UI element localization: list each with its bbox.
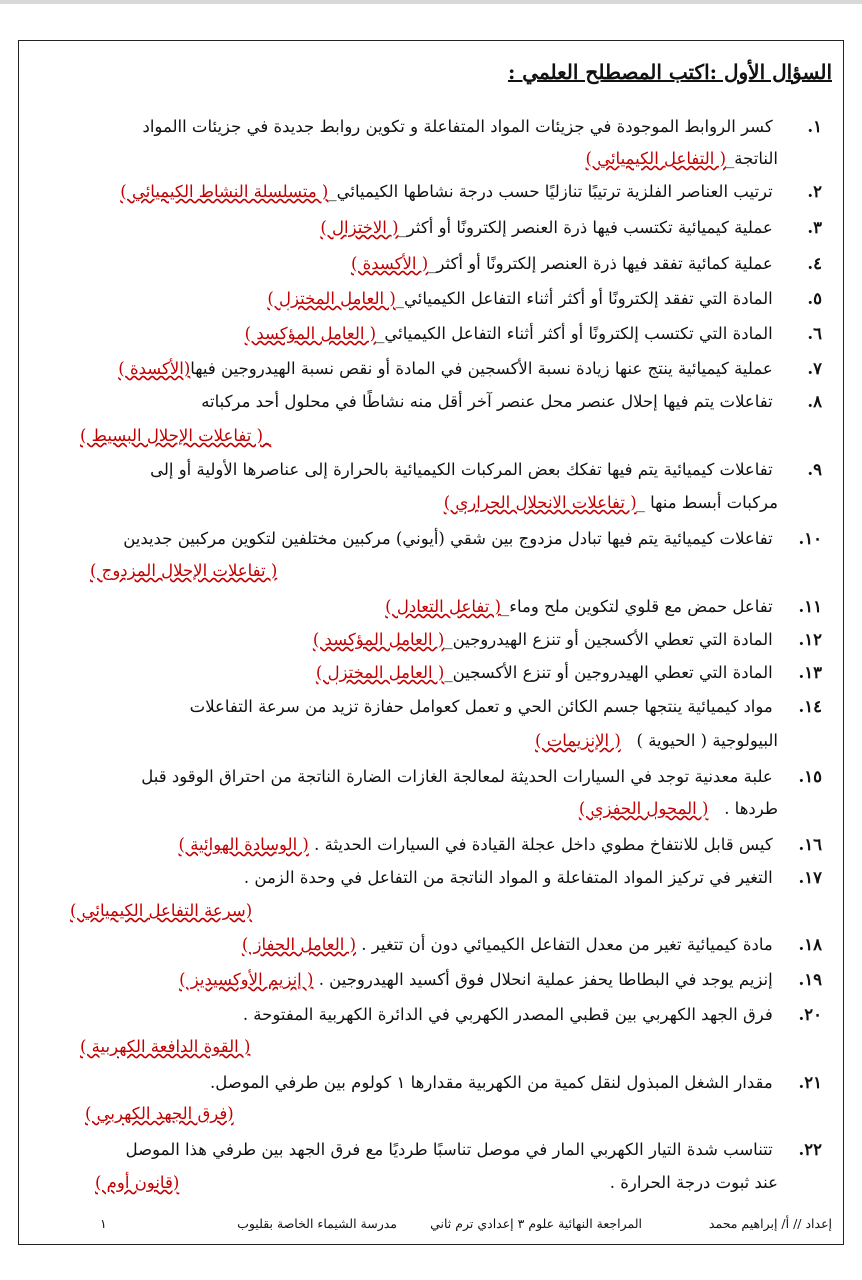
- answer-3: ( الاختزال ): [320, 218, 399, 237]
- answer-15: ( المحول الحفزي ): [578, 799, 709, 818]
- answer-2: ( متسلسلة النشاط الكيميائي ): [120, 182, 329, 201]
- question-item-17: ١٧. التغير في تركيز المواد المتفاعلة و المواد الناتجة من التفاعل في وحدة الزمن .: [243, 868, 822, 887]
- answer-10: ( تفاعلات الإحلال المزدوج ): [90, 561, 278, 580]
- question-item-7: ٧. عملية كيميائية ينتج عنها زيادة نسبة الأكسجين في المادة أو نقص نسبة الهيدروجين فيها(الأكسدة ): [118, 359, 822, 378]
- question-item-3: ٣. عملية كيميائية تكتسب فيها ذرة العنصر إلكترونًا أو أكثر_( الاختزال ): [320, 218, 822, 237]
- footer-school: مدرسة الشيماء الخاصة بقليوب: [237, 1216, 397, 1231]
- answer-8-line: [80, 421, 271, 451]
- question-item-6: ٦. المادة التي تكتسب إلكترونًا أو أكثر أثناء التفاعل الكيميائي_( العامل المؤكسد ): [244, 324, 822, 343]
- question-item-9: ٩. تفاعلات كيميائية يتم فيها تفكك بعض المركبات الكيميائية بالحرارة إلى عناصرها الأولية أو إلى: [150, 460, 822, 479]
- footer-page-number: ١: [100, 1216, 107, 1231]
- page-footer: [30, 1216, 832, 1238]
- answer-13: ( العامل المختزل ): [315, 663, 445, 682]
- answer-11: ( تفاعل التعادل ): [385, 597, 502, 616]
- question-item-2: ٢. ترتيب العناصر الفلزية ترتيبًا تنازليًا حسب درجة نشاطها الكيميائي_( متسلسلة النشاط الكيميائي ): [120, 182, 822, 201]
- question-item-18: ١٨. مادة كيميائية تغير من معدل التفاعل الكيميائي دون أن تتغير . ( العامل الحفاز ): [241, 935, 822, 954]
- question-item-19: ١٩. إنزيم يوجد في البطاطا يحفز عملية انحلال فوق أكسيد الهيدروجين . ( إنزيم الأوكسيديز ): [179, 970, 822, 989]
- question-item-22: ٢٢. تتناسب شدة التيار الكهربي المار في موصل تناسبًا طرديًا مع فرق الجهد بين طرفي هذا الموصل: [125, 1140, 822, 1159]
- question-item-11: ١١. تفاعل حمض مع قلوي لتكوين ملح وماء_( تفاعل التعادل ): [385, 597, 822, 616]
- question-item-12: ١٢. المادة التي تعطي الأكسجين أو تنزع الهيدروجين_( العامل المؤكسد ): [312, 630, 822, 649]
- answer-5: ( العامل المختزل ): [267, 289, 396, 308]
- question-item-1: ١. كسر الروابط الموجودة في جزيئات المواد المتفاعلة و تكوين روابط جديدة في جزيئات االمواد: [142, 117, 822, 136]
- question-item-4: ٤. عملية كمائية تفقد فيها ذرة العنصر إلكترونًا أو أكثر_( الأكسدة ): [350, 254, 822, 273]
- question-item-22-line-2: عند ثبوت درجة الحرارة .: [609, 1173, 778, 1192]
- footer-author: إعداد // أ/ إبراهيم محمد: [708, 1216, 832, 1231]
- question-item-8: ٨. تفاعلات يتم فيها إحلال عنصر محل عنصر آخر أقل منه نشاطًا في محلول أحد مركباته: [201, 392, 822, 411]
- answer-21-line: [85, 1099, 234, 1129]
- answer-7: (الأكسدة ): [118, 359, 191, 378]
- answer-1: ( التفاعل الكيميائي ): [585, 149, 727, 168]
- answer-22-line: [95, 1168, 179, 1198]
- top-strip: [0, 0, 862, 4]
- question-item-15: ١٥. علبة معدنية توجد في السيارات الحديثة لمعالجة الغازات الضارة الناتجة من احتراق الوقود قبل: [141, 767, 822, 786]
- answer-22: (قانون أوم ): [95, 1173, 180, 1192]
- answer-9: ( تفاعلات الانحلال الحراري ): [443, 493, 637, 512]
- footer-review-title: المراجعة النهائية علوم ٣ إعدادي ترم ثاني: [430, 1216, 642, 1231]
- answer-19: ( إنزيم الأوكسيديز ): [179, 970, 314, 989]
- answer-20: ( القوة الدافعة الكهربية ): [80, 1037, 251, 1056]
- answer-17-line: [70, 896, 252, 926]
- question-item-20: ٢٠. فرق الجهد الكهربي بين قطبي المصدر الكهربي في الدائرة الكهربية المفتوحة .: [242, 1005, 822, 1024]
- answer-6: ( العامل المؤكسد ): [244, 324, 377, 343]
- page-title: السؤال الأول :اكتب المصطلح العلمي :: [507, 60, 832, 84]
- question-item-9-line-2: مركبات أبسط منها _( تفاعلات الانحلال الحراري ): [443, 493, 778, 512]
- answer-8: _( تفاعلات الإحلال البسيط ): [80, 426, 272, 445]
- question-item-14-line-2: البيولوجية ( الحيوية ) ( الإنزيمات ): [535, 731, 778, 750]
- answer-21: (فرق الجهد الكهربي ): [85, 1104, 234, 1123]
- answer-14: ( الإنزيمات ): [535, 731, 621, 750]
- answer-17: (سرعة التفاعل الكيميائي ): [70, 901, 253, 920]
- question-item-16: ١٦. كيس قابل للانتفاخ مطوي داخل عجلة القيادة في السيارات الحديثة . ( الوسادة الهوائية ): [178, 835, 822, 854]
- question-item-21: ٢١. مقدار الشغل المبذول لنقل كمية من الكهربية مقدارها ١ كولوم بين طرفي الموصل.: [209, 1073, 822, 1092]
- answer-16: ( الوسادة الهوائية ): [178, 835, 309, 854]
- answer-12: ( العامل المؤكسد ): [312, 630, 445, 649]
- answer-18: ( العامل الحفاز ): [241, 935, 357, 954]
- question-item-14: ١٤. مواد كيميائية ينتجها جسم الكائن الحي و تعمل كعوامل حفازة تزيد من سرعة التفاعلات: [189, 697, 822, 716]
- question-item-5: ٥. المادة التي تفقد إلكترونًا أو أكثر أثناء التفاعل الكيميائي_( العامل المختزل ): [267, 289, 822, 308]
- question-item-13: ١٣. المادة التي تعطي الهيدروجين أو تنزع الأكسجين_( العامل المختزل ): [315, 663, 822, 682]
- question-item-1-line-2: الناتجة_( التفاعل الكيميائي ): [585, 149, 778, 168]
- question-item-10: ١٠. تفاعلات كيميائية يتم فيها تبادل مزدوج بين شقي (أيوني) مركبين مختلفين لتكوين مركبين جديدين: [123, 529, 822, 548]
- question-item-15-line-2: طردها . ( المحول الحفزي ): [578, 799, 778, 818]
- answer-10-line: [90, 556, 277, 586]
- answer-4: ( الأكسدة ): [350, 254, 429, 273]
- answer-20-line: [80, 1032, 250, 1062]
